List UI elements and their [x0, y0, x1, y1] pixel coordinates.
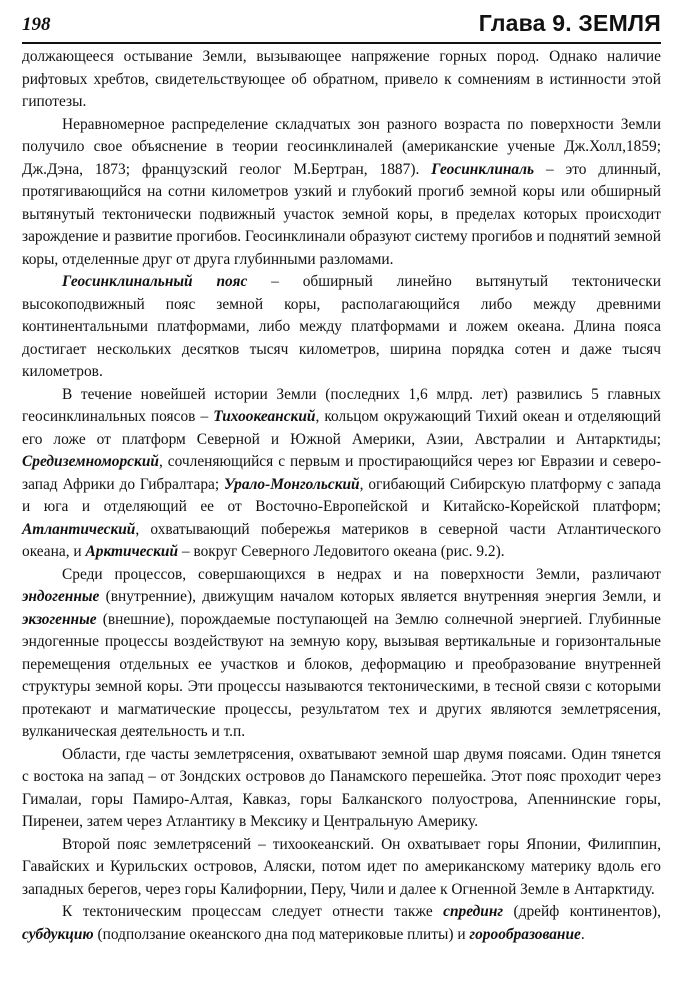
term-exogenous: экзогенные: [22, 610, 97, 628]
paragraph-text: , охватывающий побережья материков в северной части Атлантического океана, и: [22, 520, 661, 560]
paragraph-text: (дрейф континентов),: [503, 903, 661, 920]
paragraph-text: (подползание океанского дна под материковые плиты) и: [93, 925, 470, 943]
term-geosyncline: Геосинклиналь: [431, 160, 535, 178]
paragraph-text: Области, где часты землетрясения, охватывают земной шар двумя поясами. Один тянется с востока на запад – от Зондских островов до Панамского перешейка. Этот пояс проходит через Гималаи, горы Памиро-Алтая, Кавказ, горы Балканского полуострова, Апеннинские горы, Пиренеи, затем через Атлантику в Мексику и Центральную Америку.: [22, 745, 661, 830]
term-mediterranean: Средиземноморский: [22, 453, 159, 470]
term-geosynclinal-belt: Геосинклинальный пояс: [62, 273, 248, 290]
term-subduction: субдукцию: [22, 925, 94, 943]
term-pacific: Тихоокеанский: [213, 408, 316, 425]
term-atlantic: Атлантический: [22, 520, 136, 538]
paragraph-text: , огибающий Сибирскую платформу с запада и юга и отделяющий ее от Восточно-Европейской и Китайско-Корейской платформ;: [22, 475, 661, 515]
paragraph-earthquake-belts: [22, 744, 661, 834]
paragraph-text: должающееся остывание Земли, вызывающее напряжение горных пород. Однако наличие рифтовых хребтов, свидетельствующее об обратном, привело к сомнениям в истинности этой гипотезы.: [22, 48, 661, 110]
paragraph-text: Второй пояс землетрясений – тихоокеанский. Он охватывает горы Японии, Филиппин, Гавайских и Курильских островов, Аляски, потом идет по американскому материку вдоль его западных берегов, через горы Калифорнии, Перу, Чили и далее к Огненной Земле в Антарктиду.: [22, 835, 661, 898]
paragraph-text: Среди процессов, совершающихся в недрах и на поверхности Земли, различают: [62, 565, 661, 583]
paragraph-five-belts: [22, 384, 661, 564]
paragraph-text: В течение новейшей истории Земли (последних 1,6 млрд. лет) развились 5 главных геосинклинальных поясов –: [22, 385, 661, 425]
paragraph-text: – обширный линейно вытянутый тектонически высокоподвижный пояс земной коры, располагающийся либо между древними континентальными платформами, либо между платформами и ложем океана. Длина пояса достигает нескольких десятков тысяч километров, ширина порядка сотен и даже тысяч километров.: [22, 273, 661, 380]
paragraph-processes: [22, 564, 661, 744]
term-orogenesis: горообразование: [469, 925, 581, 943]
paragraph-text: – вокруг Северного Ледовитого океана (рис. 9.2).: [178, 543, 505, 560]
chapter-title: Глава 9. ЗЕМЛЯ: [478, 10, 661, 36]
paragraph-text: (внутренние), движущим началом которых является внутренняя энергия Земли, и: [99, 588, 661, 605]
paragraph-text: – это длинный, протягивающийся на сотни километров узкий и глубокий прогиб земной коры или обширный вытянутый тектонически подвижный участок земной коры, в пределах которых происходит зарождение и развитие прогибов. Геосинклинали образуют систему прогибов и поднятий земной коры, отделенные друг от друга глубинными разломами.: [22, 160, 661, 268]
paragraph-second-belt: [22, 834, 661, 902]
paragraph-continuation: [22, 46, 661, 114]
paragraph-text: , кольцом окружающий Тихий океан и отделяющий его ложе от платформ Северной и Южной Америки, Азии, Австралии и Антарктиды;: [22, 408, 661, 448]
body-text: [22, 46, 661, 946]
paragraph-text: , сочленяющийся с первым и простирающийся через юг Евразии и северо-запад Африки до Гибралтара;: [22, 453, 661, 493]
page-header: [22, 4, 661, 44]
paragraph-geosynclinal-belt: [22, 271, 661, 384]
paragraph-text: Неравномерное распределение складчатых зон разного возраста по поверхности Земли получило свое объяснение в теории геосинклиналей (американские ученые Дж.Холл,1859; Дж.Дэна, 1873; французский геолог М.Бертран, 1887).: [22, 115, 661, 178]
term-arctic: Арктический: [85, 543, 179, 560]
page-number: 198: [22, 14, 51, 35]
paragraph-text: К тектоническим процессам следует отнести также: [62, 903, 444, 920]
paragraph-tectonic-processes: [22, 901, 661, 946]
paragraph-geosyncline: [22, 114, 661, 272]
paragraph-text: (внешние), порождаемые поступающей на Землю солнечной энергией. Глубинные эндогенные процессы воздействуют на земную кору, вызывая вертикальные и горизонтальные перемещения отдельных ее участков и блоков, деформацию и преобразование внутренней структуры земной коры. Эти процессы называются тектоническими, в тесной связи с которыми протекают и магматические процессы, результатом тех и других являются землетрясения, вулканическая деятельность и т.п.: [22, 610, 661, 740]
term-spreading: спрединг: [443, 903, 504, 920]
term-endogenous: эндогенные: [22, 588, 100, 605]
term-ural-mongolian: Урало-Монгольский: [224, 475, 360, 493]
paragraph-text: .: [580, 925, 585, 943]
